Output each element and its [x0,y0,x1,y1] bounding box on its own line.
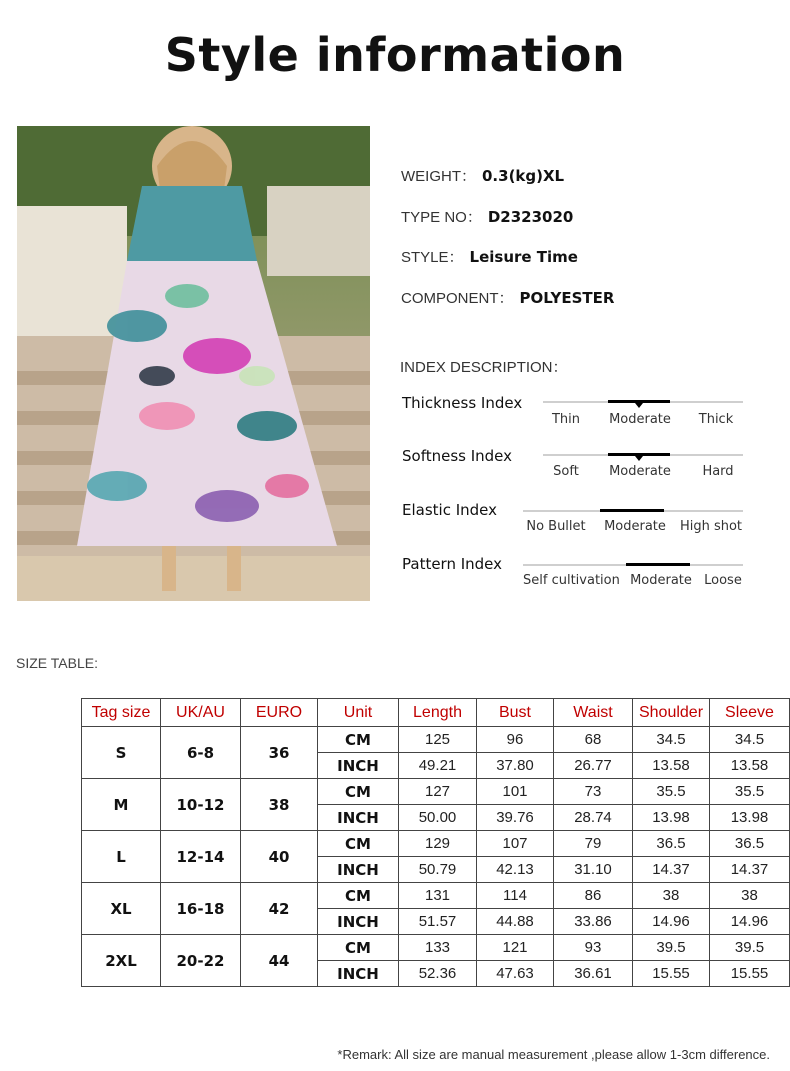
sleeve-cell: 35.5 [710,779,790,805]
sleeve-cell: 38 [710,883,790,909]
unit-cell: CM [318,831,399,857]
product-photo [17,126,370,601]
header-length: Length [399,699,477,727]
type-label: TYPE NO： [401,209,482,226]
size-table-header-row [82,699,790,727]
weight-label: WEIGHT： [401,168,476,185]
bust-cell: 101 [477,779,554,805]
thickness-index-label: Thickness Index [402,394,523,412]
table-row [82,935,790,961]
elastic-scale-marker [600,509,664,512]
elastic-index-label: Elastic Index [402,501,498,519]
header-euro: EURO [241,699,318,727]
waist-cell: 93 [554,935,633,961]
pattern-label-low: Self cultivation [523,573,620,588]
size-table-title: SIZE TABLE: [16,655,98,671]
thickness-pointer-icon [635,403,643,408]
tag-size-cell: M [82,779,161,831]
thickness-label-mid: Moderate [609,412,671,427]
table-row [82,831,790,857]
thickness-label-low: Thin [551,412,581,427]
style-row [401,246,578,267]
length-cell: 50.00 [399,805,477,831]
unit-cell: INCH [318,909,399,935]
header-uk-au: UK/AU [161,699,241,727]
component-row [401,287,614,308]
sleeve-cell: 14.37 [710,857,790,883]
uk-au-cell: 10-12 [161,779,241,831]
type-row [401,206,573,227]
waist-cell: 79 [554,831,633,857]
table-row [82,883,790,909]
bust-cell: 114 [477,883,554,909]
weight-value: 0.3(kg)XL [482,167,565,185]
header-tag-size: Tag size [82,699,161,727]
tag-size-cell: 2XL [82,935,161,987]
uk-au-cell: 16-18 [161,883,241,935]
header-unit: Unit [318,699,399,727]
shoulder-cell: 35.5 [633,779,710,805]
header-shoulder: Shoulder [633,699,710,727]
length-cell: 52.36 [399,961,477,987]
remark-note: *Remark: All size are manual measurement ,please allow 1-3cm difference. [337,1047,770,1062]
softness-label-mid: Moderate [609,464,671,479]
waist-cell: 31.10 [554,857,633,883]
unit-cell: CM [318,779,399,805]
thickness-label-high: Thick [698,412,734,427]
style-value: Leisure Time [469,248,578,266]
weight-row [401,165,564,186]
length-cell: 133 [399,935,477,961]
softness-label-low: Soft [553,464,579,479]
unit-cell: INCH [318,857,399,883]
waist-cell: 86 [554,883,633,909]
table-row [82,727,790,753]
euro-cell: 44 [241,935,318,987]
header-bust: Bust [477,699,554,727]
style-label: STYLE： [401,249,464,266]
softness-label-high: Hard [702,464,734,479]
shoulder-cell: 38 [633,883,710,909]
type-value: D2323020 [487,208,574,226]
bust-cell: 44.88 [477,909,554,935]
unit-cell: INCH [318,753,399,779]
unit-cell: CM [318,883,399,909]
component-value: POLYESTER [519,289,615,307]
unit-cell: CM [318,727,399,753]
unit-cell: CM [318,935,399,961]
bust-cell: 42.13 [477,857,554,883]
shoulder-cell: 13.58 [633,753,710,779]
sleeve-cell: 13.98 [710,805,790,831]
shoulder-cell: 34.5 [633,727,710,753]
euro-cell: 40 [241,831,318,883]
sleeve-cell: 14.96 [710,909,790,935]
bust-cell: 96 [477,727,554,753]
elastic-label-low: No Bullet [526,519,586,534]
uk-au-cell: 6-8 [161,727,241,779]
euro-cell: 36 [241,727,318,779]
bust-cell: 39.76 [477,805,554,831]
waist-cell: 36.61 [554,961,633,987]
unit-cell: INCH [318,961,399,987]
sleeve-cell: 36.5 [710,831,790,857]
pattern-label-mid: Moderate [630,573,692,588]
pattern-label-high: Loose [704,573,742,588]
length-cell: 50.79 [399,857,477,883]
pattern-scale-marker [626,563,690,566]
sleeve-cell: 34.5 [710,727,790,753]
waist-cell: 68 [554,727,633,753]
length-cell: 125 [399,727,477,753]
sleeve-cell: 13.58 [710,753,790,779]
shoulder-cell: 14.96 [633,909,710,935]
header-sleeve: Sleeve [710,699,790,727]
bust-cell: 121 [477,935,554,961]
bust-cell: 37.80 [477,753,554,779]
waist-cell: 28.74 [554,805,633,831]
shoulder-cell: 13.98 [633,805,710,831]
length-cell: 51.57 [399,909,477,935]
bust-cell: 107 [477,831,554,857]
header-waist: Waist [554,699,633,727]
shoulder-cell: 14.37 [633,857,710,883]
shoulder-cell: 36.5 [633,831,710,857]
elastic-label-high: High shot [679,519,743,534]
length-cell: 131 [399,883,477,909]
dress-photo-image [17,126,370,601]
softness-index-label: Softness Index [402,447,513,465]
size-table [81,698,790,987]
waist-cell: 73 [554,779,633,805]
bust-cell: 47.63 [477,961,554,987]
component-label: COMPONENT： [401,290,514,307]
unit-cell: INCH [318,805,399,831]
shoulder-cell: 39.5 [633,935,710,961]
shoulder-cell: 15.55 [633,961,710,987]
tag-size-cell: S [82,727,161,779]
euro-cell: 42 [241,883,318,935]
pattern-index-label: Pattern Index [402,555,503,573]
index-description-title: INDEX DESCRIPTION： [400,359,568,376]
length-cell: 49.21 [399,753,477,779]
uk-au-cell: 20-22 [161,935,241,987]
waist-cell: 33.86 [554,909,633,935]
euro-cell: 38 [241,779,318,831]
page-title: Style information [164,28,626,82]
sleeve-cell: 15.55 [710,961,790,987]
sleeve-cell: 39.5 [710,935,790,961]
length-cell: 129 [399,831,477,857]
softness-pointer-icon [635,456,643,461]
waist-cell: 26.77 [554,753,633,779]
length-cell: 127 [399,779,477,805]
uk-au-cell: 12-14 [161,831,241,883]
table-row [82,779,790,805]
tag-size-cell: L [82,831,161,883]
tag-size-cell: XL [82,883,161,935]
elastic-label-mid: Moderate [604,519,666,534]
